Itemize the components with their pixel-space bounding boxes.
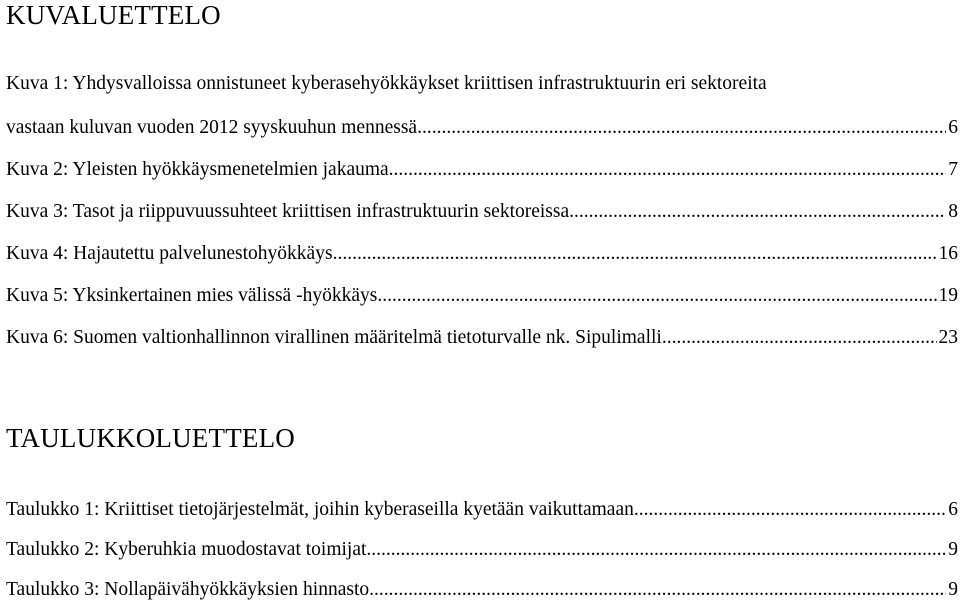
document-page [6, 0, 958, 606]
figure-entry-3-page: 8 [948, 201, 958, 222]
table-entry-1-label: Taulukko 1: Kriittiset tietojärjestelmät, joihin kyberaseilla kyetään vaikuttamaan [6, 499, 634, 520]
table-entry-1-page: 6 [948, 499, 958, 520]
figures-list-heading: KUVALUETTELO [6, 0, 221, 30]
figure-entry-1[interactable] [6, 114, 958, 142]
figure-entry-6-label: Kuva 6: Suomen valtionhallinnon virallinen määritelmä tietoturvalle nk. Sipulimalli [6, 327, 662, 348]
dot-leader [366, 536, 946, 564]
figure-entry-3-label: Kuva 3: Tasot ja riippuvuussuhteet kriittisen infrastruktuurin sektoreissa [6, 201, 570, 222]
dot-leader [662, 324, 937, 352]
figure-entry-5[interactable] [6, 282, 958, 310]
figure-entry-4-page: 16 [938, 243, 958, 264]
table-entry-2[interactable] [6, 536, 958, 564]
dot-leader [333, 240, 937, 268]
table-entry-2-page: 9 [948, 539, 958, 560]
dot-leader [377, 282, 936, 310]
table-entry-1[interactable] [6, 496, 958, 524]
figure-entry-1-label: vastaan kuluvan vuoden 2012 syyskuuhun mennessä [6, 117, 418, 138]
table-entry-3-label: Taulukko 3: Nollapäivähyökkäyksien hinnasto [6, 579, 370, 600]
dot-leader [634, 496, 946, 524]
figure-entry-6-page: 23 [938, 327, 958, 348]
figure-entry-2-label: Kuva 2: Yleisten hyökkäysmenetelmien jakauma [6, 159, 389, 180]
figure-entry-1-page: 6 [948, 117, 958, 138]
table-entry-3[interactable] [6, 576, 958, 604]
figure-entry-1-line1 [6, 70, 958, 98]
dot-leader [417, 114, 946, 142]
figure-entry-2-page: 7 [948, 159, 958, 180]
table-entry-2-label: Taulukko 2: Kyberuhkia muodostavat toimijat [6, 539, 367, 560]
figure-entry-2[interactable] [6, 156, 958, 184]
figure-entry-4-label: Kuva 4: Hajautettu palvelunestohyökkäys [6, 243, 333, 264]
figure-entry-4[interactable] [6, 240, 958, 268]
dot-leader [389, 156, 947, 184]
tables-list-heading: TAULUKKOLUETTELO [6, 423, 295, 453]
dot-leader [369, 576, 946, 604]
dot-leader [569, 198, 946, 226]
table-entry-3-page: 9 [948, 579, 958, 600]
figure-entry-1-label-line1: Kuva 1: Yhdysvalloissa onnistuneet kyberasehyökkäykset kriittisen infrastruktuurin eri sektoreita [6, 73, 767, 94]
figure-entry-3[interactable] [6, 198, 958, 226]
figure-entry-5-label: Kuva 5: Yksinkertainen mies välissä -hyökkäys [6, 285, 378, 306]
figure-entry-6[interactable] [6, 324, 958, 352]
figure-entry-5-page: 19 [938, 285, 958, 306]
